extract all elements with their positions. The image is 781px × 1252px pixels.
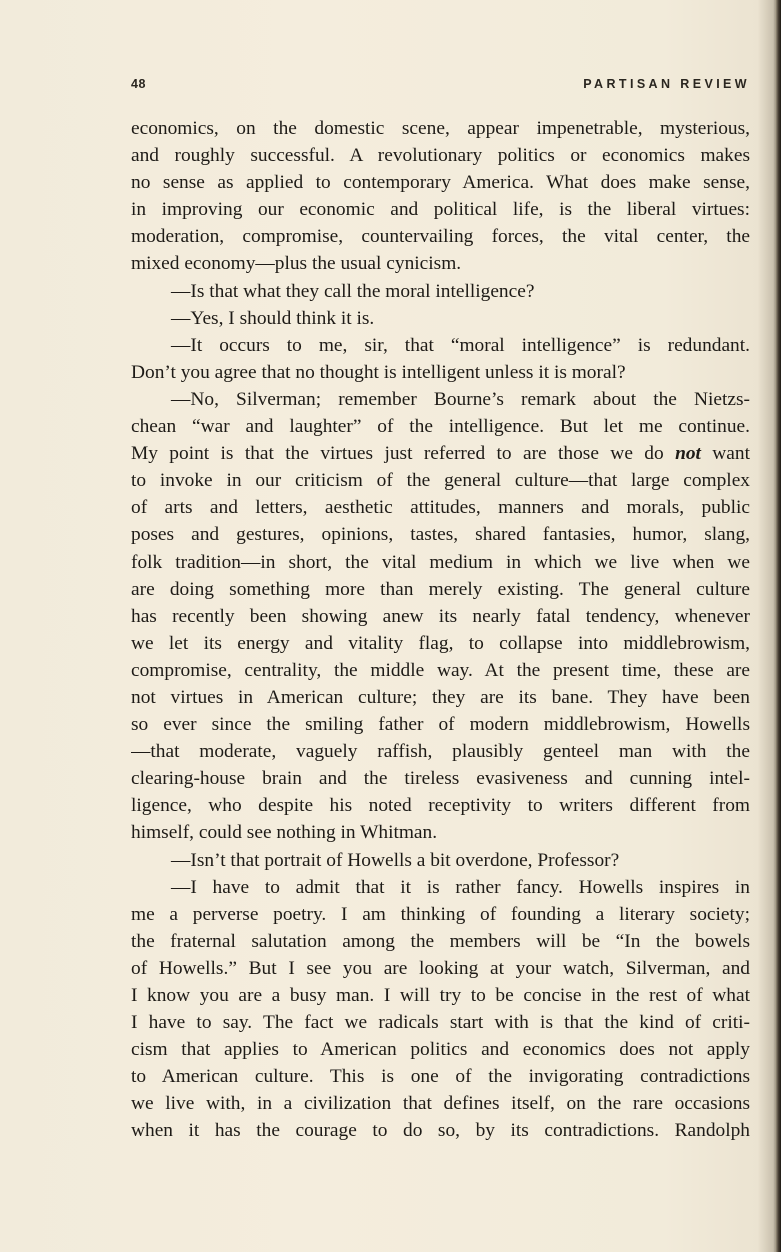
text-line-with-emphasis: [131, 440, 750, 467]
text-line: —No, Silverman; remember Bourne’s remark about the Nietzs-: [171, 388, 750, 410]
text-line: mixed economy—plus the usual cynicism.: [131, 253, 462, 275]
page-number: 48: [131, 77, 146, 91]
text-line: —Yes, I should think it is.: [171, 307, 375, 329]
emphasis-word: not: [675, 443, 701, 465]
text-line: the fraternal salutation among the members will be “In the bowels: [131, 930, 750, 952]
text-line: me a perverse poetry. I am thinking of founding a literary society;: [131, 903, 750, 925]
text-line: I know you are a busy man. I will try to be concise in the rest of what: [131, 985, 750, 1006]
text-line: when it has the courage to do so, by its contradictions. Randolph: [131, 1120, 750, 1142]
text-line: in improving our economic and political life, is the liberal virtues:: [131, 199, 750, 221]
text-line: to invoke in our criticism of the general culture—that large complex: [131, 470, 750, 492]
text-line: chean “war and laughter” of the intelligence. But let me continue.: [131, 416, 750, 438]
text-line: ligence, who despite his noted receptivity to writers different from: [131, 795, 750, 817]
text-line: has recently been showing anew its nearly fatal tendency, whenever: [131, 605, 750, 627]
text-line: himself, could see nothing in Whitman.: [131, 822, 438, 844]
text-line: we live with, in a civilization that defines itself, on the rare occasions: [131, 1093, 750, 1115]
text-line: of arts and letters, aesthetic attitudes, manners and morals, public: [131, 497, 750, 519]
text-line: not virtues in American culture; they are its bane. They have been: [131, 686, 750, 708]
text-line: poses and gestures, opinions, tastes, shared fantasies, humor, slang,: [131, 524, 750, 546]
text-line: compromise, centrality, the middle way. At the present time, these are: [131, 659, 750, 681]
text-line: moderation, compromise, countervailing forces, the vital center, the: [131, 226, 750, 248]
text-line-head: My point is that the virtues just referred to are those we do: [131, 443, 664, 465]
text-line: and roughly successful. A revolutionary politics or economics makes: [131, 145, 750, 167]
body-text: [131, 115, 750, 1145]
text-line: so ever since the smiling father of modern middlebrowism, Howells: [131, 714, 750, 736]
text-line: folk tradition—in short, the vital medium in which we live when we: [131, 551, 750, 573]
text-line: —Is that what they call the moral intelligence?: [171, 280, 535, 302]
text-line-tail: want: [700, 443, 750, 465]
text-line: no sense as applied to contemporary America. What does make sense,: [131, 172, 750, 194]
text-line: —It occurs to me, sir, that “moral intelligence” is redundant.: [171, 334, 750, 356]
text-line: of Howells.” But I see you are looking at your watch, Silverman, and: [131, 957, 750, 979]
journal-title: PARTISAN REVIEW: [583, 77, 750, 91]
text-line: economics, on the domestic scene, appear impenetrable, mysterious,: [131, 118, 750, 139]
text-line: Don’t you agree that no thought is intelligent unless it is moral?: [131, 361, 626, 383]
text-line: to American culture. This is one of the invigorating contradictions: [131, 1066, 750, 1088]
text-line: —I have to admit that it is rather fancy. Howells inspires in: [171, 876, 750, 898]
text-line: I have to say. The fact we radicals start with is that the kind of criti-: [131, 1012, 750, 1034]
text-line: —that moderate, vaguely raffish, plausibly genteel man with the: [131, 741, 750, 763]
text-line: clearing-house brain and the tireless evasiveness and cunning intel-: [131, 768, 750, 790]
binding-edge: [775, 0, 781, 1252]
text-line: we let its energy and vitality flag, to collapse into middlebrowism,: [131, 632, 750, 654]
text-line: are doing something more than merely existing. The general culture: [131, 578, 750, 600]
text-line: cism that applies to American politics and economics does not apply: [131, 1039, 750, 1061]
running-head: [131, 77, 750, 97]
text-line: —Isn’t that portrait of Howells a bit overdone, Professor?: [171, 849, 620, 871]
